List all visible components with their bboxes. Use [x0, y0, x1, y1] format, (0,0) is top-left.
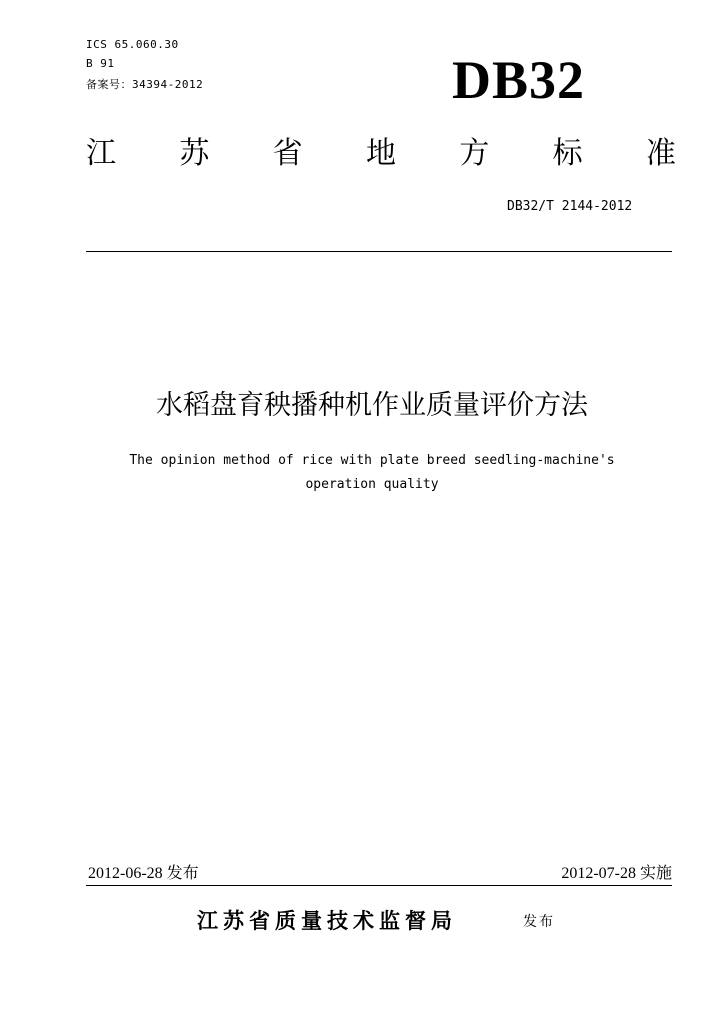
- record-number: 备案号：34394-2012: [86, 78, 204, 91]
- document-title-english-line1: The opinion method of rice with plate breed seedling-machine's: [129, 453, 615, 468]
- standard-type-char: 方: [459, 136, 490, 171]
- standard-type-char: 省: [272, 136, 303, 171]
- standard-type-char: 地: [365, 136, 396, 171]
- publish-date: 2012-06-28 发布: [88, 865, 199, 882]
- issuer-suffix: 发布: [523, 914, 555, 930]
- ics-code: ICS 65.060.30: [86, 38, 179, 51]
- ccs-code: B 91: [86, 57, 115, 70]
- standard-logo: DB32: [452, 50, 586, 110]
- implement-date: 2012-07-28 实施: [561, 865, 672, 882]
- document-title-chinese: 水稻盘育秧播种机作业质量评价方法: [156, 390, 588, 421]
- standard-type-title: [86, 136, 676, 172]
- issuing-authority: 江苏省质量技术监督局: [197, 909, 457, 933]
- standard-type-char: 准: [645, 136, 676, 171]
- standard-type-char: 苏: [179, 136, 210, 171]
- document-title-english-line2: operation quality: [305, 477, 439, 492]
- standard-type-char: 江: [86, 136, 116, 171]
- top-divider: [86, 251, 672, 252]
- standard-number: DB32/T 2144-2012: [507, 199, 633, 214]
- standard-type-char: 标: [552, 136, 583, 171]
- bottom-divider: [86, 885, 672, 886]
